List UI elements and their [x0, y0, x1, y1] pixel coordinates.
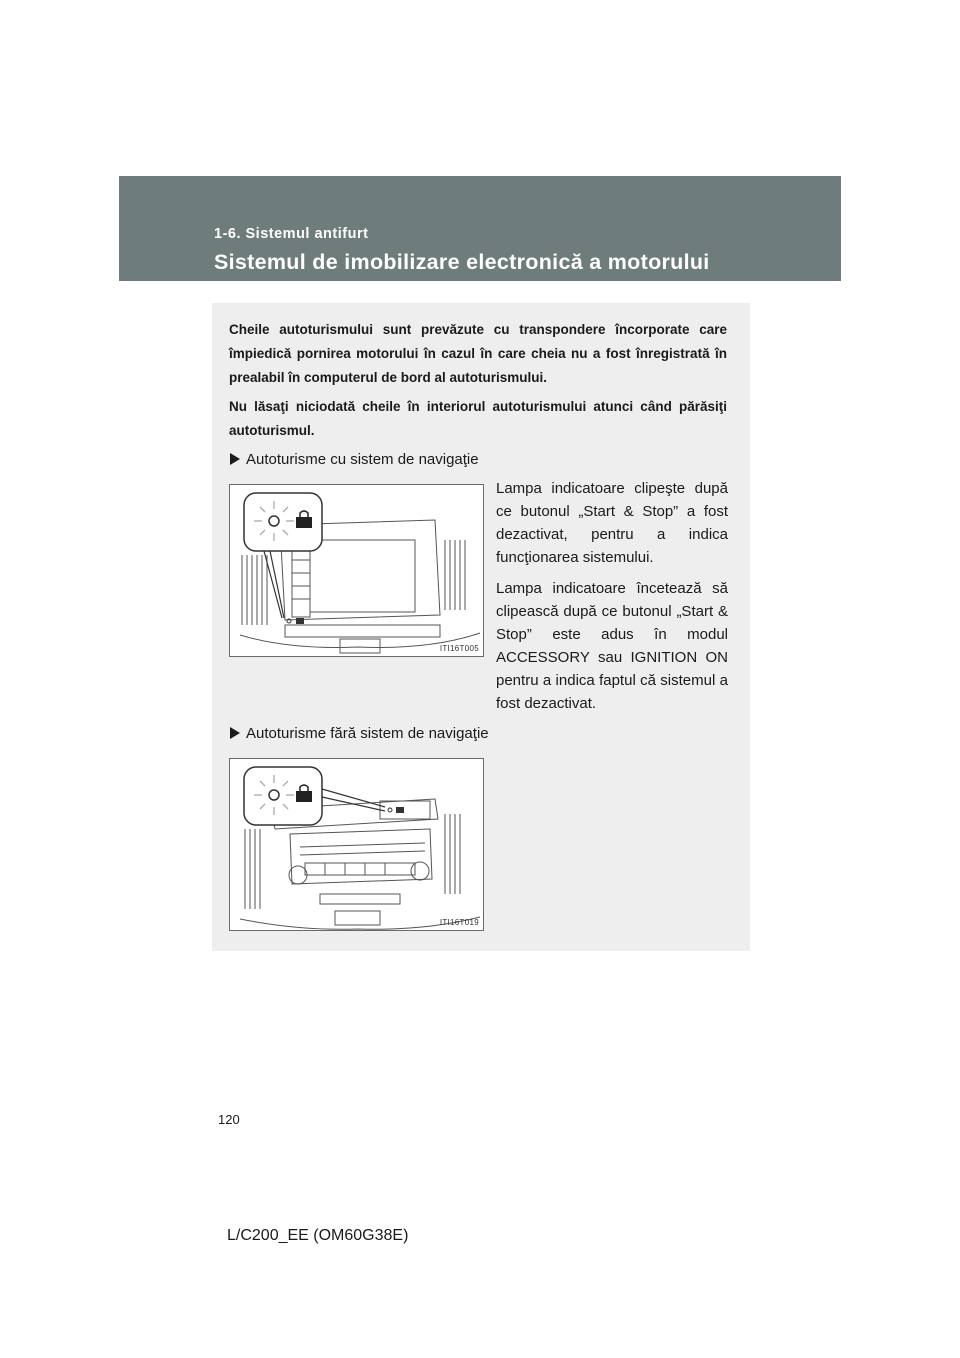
page-title: Sistemul de imobilizare electronică a motorului — [214, 250, 710, 274]
intro-paragraph-1: Cheile autoturismului sunt prevăzute cu transpondere încorporate care împiedică pornirea motorului în cazul în care cheia nu a fost înregistrată în prealabil în computerul de bord al autoturismului. — [229, 322, 727, 385]
figure-navigation-dashboard — [229, 484, 484, 657]
dashboard-navigation-illustration — [230, 485, 484, 657]
page-number: 120 — [218, 1112, 240, 1127]
figure-standard-dashboard — [229, 758, 484, 931]
figure-code: ITI16T019 — [439, 918, 479, 927]
navigation-description-2: Lampa indicatoare încetează să clipească după ce butonul „Start & Stop” este adus în modul ACCESSORY sau IGNITION ON pentru a indica faptul că sistemul a fost dezactivat. — [496, 580, 728, 712]
triangle-bullet-icon — [230, 453, 240, 465]
section-heading-no-navigation — [230, 724, 489, 744]
section-heading-navigation — [230, 450, 479, 470]
dashboard-standard-illustration — [230, 759, 484, 931]
section-label: 1-6. Sistemul antifurt — [214, 226, 369, 242]
section-header — [119, 176, 841, 281]
intro-paragraph-2: Nu lăsaţi niciodată cheile în interiorul autoturismului atunci când părăsiţi autoturismul. — [229, 399, 727, 438]
section-heading-text: Autoturisme cu sistem de navigaţie — [246, 451, 479, 468]
section-heading-text: Autoturisme fără sistem de navigaţie — [246, 725, 489, 742]
document-code: L/C200_EE (OM60G38E) — [227, 1227, 409, 1244]
figure-code: ITI16T005 — [439, 644, 479, 653]
triangle-bullet-icon — [230, 727, 240, 739]
navigation-description-1: Lampa indicatoare clipeşte după ce butonul „Start & Stop” a fost dezactivat, pentru a indica funcţionarea sistemului. — [496, 480, 728, 566]
